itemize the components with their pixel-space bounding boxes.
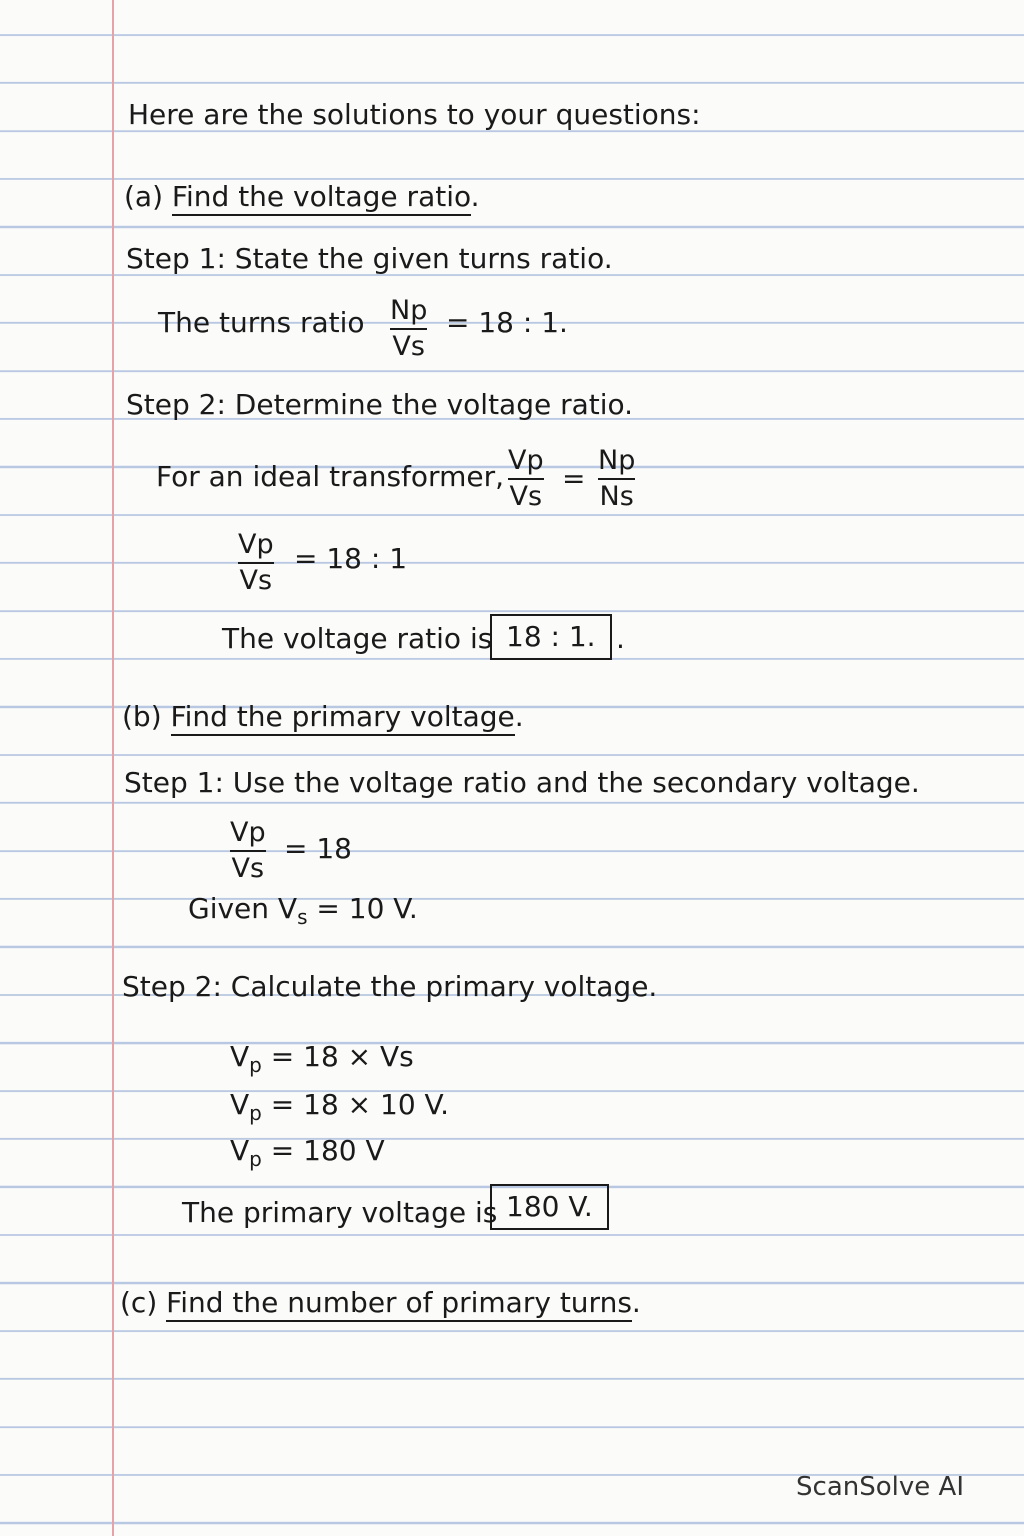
eq2-lhs: V xyxy=(230,1088,250,1121)
part-b-title-end: . xyxy=(514,700,524,733)
part-b-ratio-fraction xyxy=(230,818,266,884)
part-b-label: (b) xyxy=(122,700,162,733)
equals-sign: = xyxy=(562,462,586,495)
turns-denominator: Vs xyxy=(392,331,425,362)
np-ns-fraction xyxy=(598,446,635,512)
eq2-subscript: p xyxy=(249,1101,262,1125)
eq1-lhs: V xyxy=(230,1040,250,1073)
primary-voltage-answer-box: 180 V. xyxy=(490,1184,609,1230)
part-b-step2: Step 2: Calculate the primary voltage. xyxy=(122,970,658,1003)
given-prefix: Given V xyxy=(188,892,298,925)
part-c-heading xyxy=(120,1286,641,1320)
part-a-heading xyxy=(124,180,480,214)
part-c-title: Find the number of primary turns xyxy=(166,1286,632,1322)
fraction-bar xyxy=(598,478,635,480)
turns-ratio-fraction xyxy=(390,296,427,362)
voltage-ratio-value: = 18 : 1 xyxy=(294,542,408,575)
margin-line xyxy=(112,0,114,1536)
voltage-ratio-result-end: . xyxy=(616,622,625,655)
part-c-title-end: . xyxy=(631,1286,641,1319)
part-b-ratio-value: = 18 xyxy=(284,832,352,865)
equation-line-3 xyxy=(230,1134,385,1176)
equation-line-1 xyxy=(230,1040,414,1082)
given-value: = 10 V. xyxy=(316,892,418,925)
fraction-bar xyxy=(238,562,274,564)
fraction-bar xyxy=(508,478,544,480)
eq1-subscript: p xyxy=(249,1053,262,1077)
ideal-transformer-prefix: For an ideal transformer, xyxy=(156,460,504,493)
np-numerator: Np xyxy=(598,445,636,476)
voltage-ratio-answer-box: 18 : 1. xyxy=(490,614,612,660)
vs-denominator: Vs xyxy=(239,565,273,596)
part-a-title-end: . xyxy=(470,180,480,213)
ns-denominator: Ns xyxy=(599,481,634,512)
part-b-step1: Step 1: Use the voltage ratio and the secondary voltage. xyxy=(124,766,920,799)
vp-numerator: Vp xyxy=(230,817,266,848)
part-b-heading xyxy=(122,700,524,734)
part-a-title: Find the voltage ratio xyxy=(172,180,471,216)
primary-voltage-result-prefix: The primary voltage is xyxy=(182,1196,498,1229)
eq3-rhs: = 180 V xyxy=(270,1134,385,1167)
voltage-ratio-result-prefix: The voltage ratio is xyxy=(222,622,493,655)
turns-numerator: Np xyxy=(390,295,428,326)
eq1-rhs: = 18 × Vs xyxy=(270,1040,414,1073)
given-subscript: s xyxy=(297,905,308,929)
part-a-step1: Step 1: State the given turns ratio. xyxy=(126,242,613,275)
part-a-label: (a) xyxy=(124,180,164,213)
vp-vs-fraction xyxy=(508,446,544,512)
eq2-rhs: = 18 × 10 V. xyxy=(270,1088,449,1121)
vp-numerator: Vp xyxy=(238,529,274,560)
turns-ratio-value: = 18 : 1. xyxy=(446,306,568,339)
vs-denominator: Vs xyxy=(509,481,543,512)
voltage-ratio-fraction xyxy=(238,530,274,596)
intro-text: Here are the solutions to your questions: xyxy=(128,98,701,131)
scansolve-watermark: ScanSolve AI xyxy=(796,1472,964,1502)
turns-ratio-prefix: The turns ratio xyxy=(158,306,365,339)
vp-numerator: Vp xyxy=(508,445,544,476)
eq3-lhs: V xyxy=(230,1134,250,1167)
eq3-subscript: p xyxy=(249,1147,262,1171)
vs-denominator: Vs xyxy=(231,853,265,884)
part-c-label: (c) xyxy=(120,1286,158,1319)
equation-line-2 xyxy=(230,1088,449,1130)
part-a-step2: Step 2: Determine the voltage ratio. xyxy=(126,388,634,421)
given-secondary-voltage xyxy=(188,892,418,934)
fraction-bar xyxy=(390,328,427,330)
part-b-title: Find the primary voltage xyxy=(171,700,515,736)
fraction-bar xyxy=(230,850,266,852)
